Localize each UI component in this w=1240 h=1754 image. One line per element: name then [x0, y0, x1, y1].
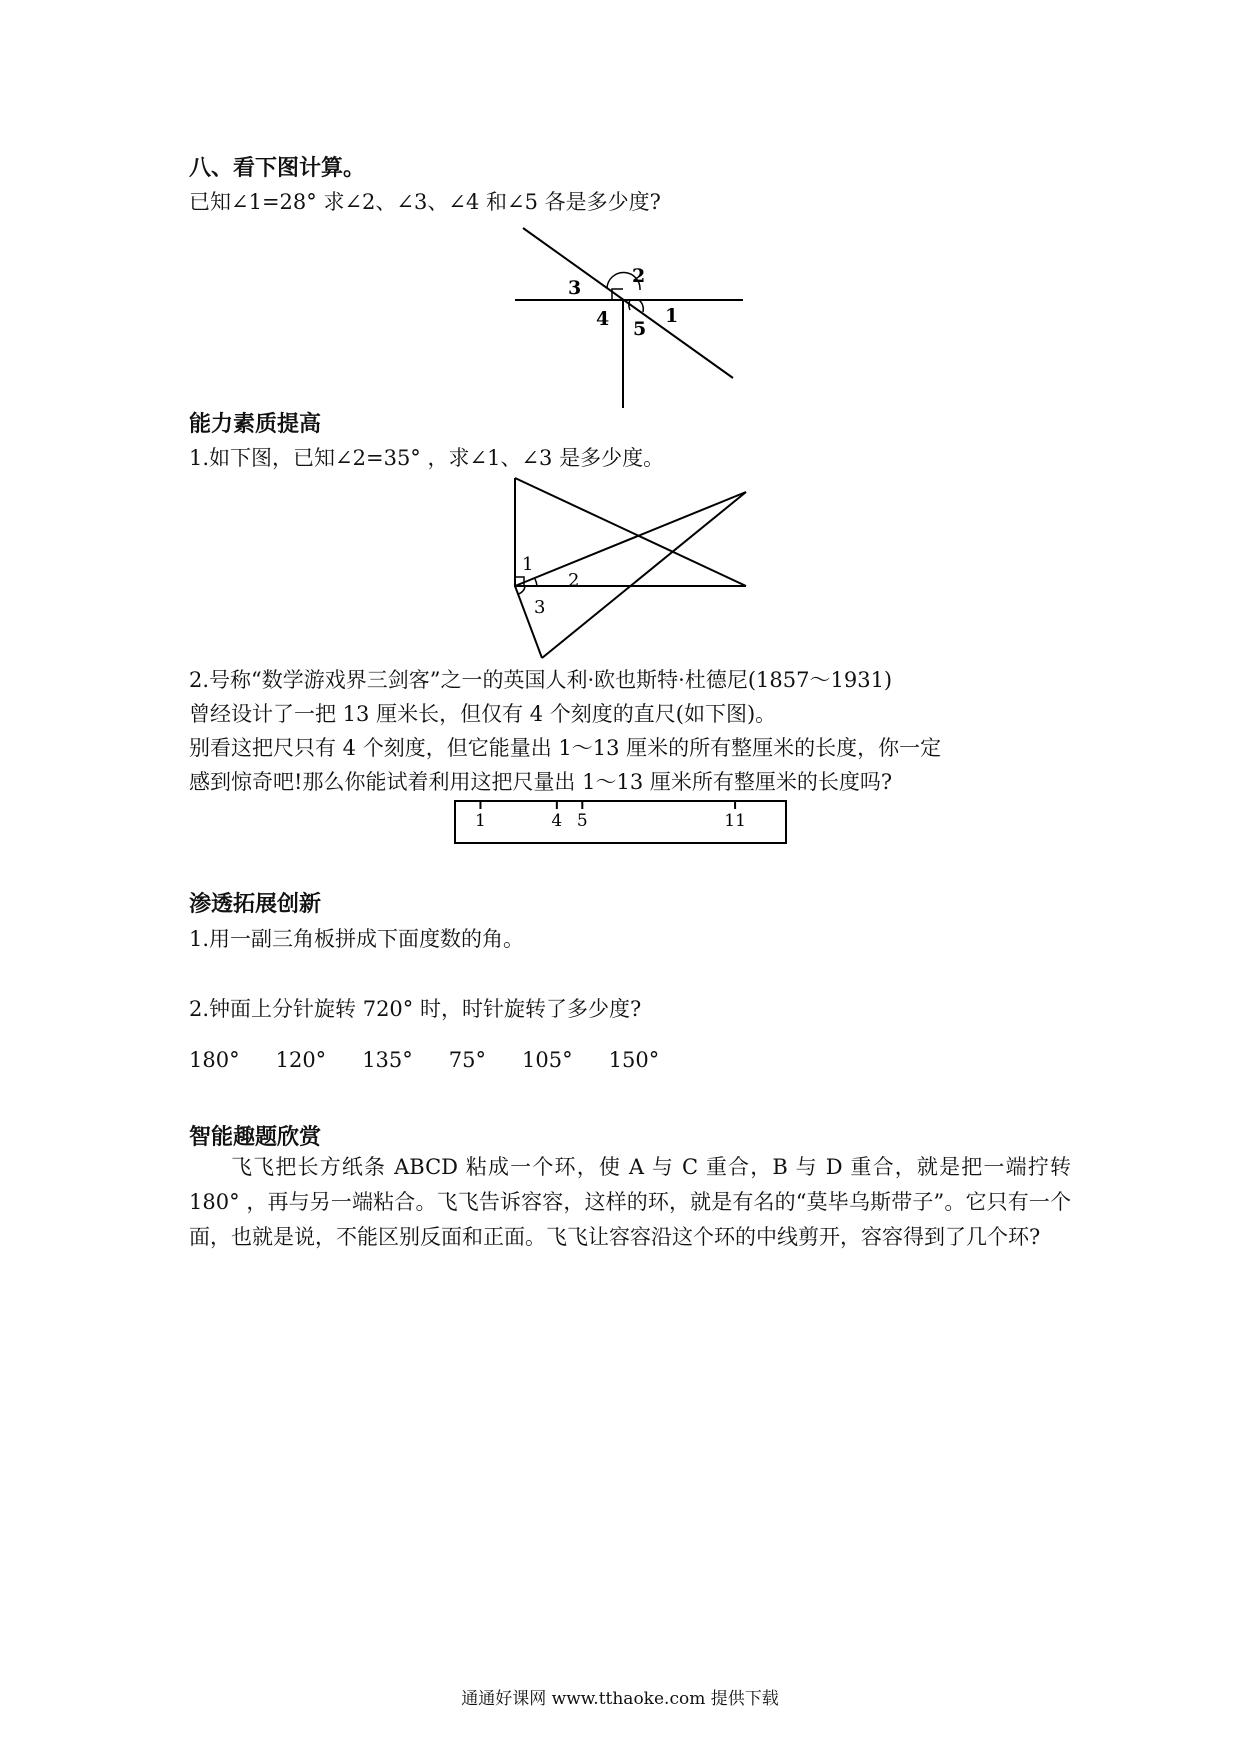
section8-question: 已知∠1=28° 求∠2、∠3、∠4 和∠5 各是多少度? [189, 190, 661, 214]
ability-question-1: 1.如下图，已知∠2=35° ，求∠1、∠3 是多少度。 [189, 446, 665, 470]
extension-heading: 渗透拓展创新 [189, 892, 322, 917]
ability-heading: 能力素质提高 [189, 412, 322, 437]
ruler-tick-label: 5 [576, 811, 588, 831]
ability-question-2-line-2: 曾经设计了一把 13 厘米长，但仅有 4 个刻度的直尺(如下图)。 [189, 702, 777, 726]
angle-list [189, 1050, 695, 1071]
triangles-figure [500, 474, 760, 674]
diagonal-line [523, 228, 733, 378]
section8-heading: 八、看下图计算。 [189, 156, 366, 181]
angle-label-5: 5 [633, 318, 647, 340]
angle-label-3: 3 [568, 277, 582, 299]
ability-question-2-line-1: 2.号称“数学游戏界三剑客”之一的英国人利·欧也斯特·杜德尼(1857～1931) [189, 668, 893, 692]
ruler-tick-label: 11 [724, 811, 746, 831]
angle-label-3: 3 [534, 597, 546, 618]
extension-question-1: 1.用一副三角板拼成下面度数的角。 [189, 927, 525, 951]
angle-label-1: 1 [665, 305, 679, 327]
angle-item: 180° [189, 1048, 240, 1072]
angle-label-2: 2 [632, 265, 646, 287]
angle-item: 150° [608, 1048, 660, 1072]
angle-item: 120° [275, 1048, 327, 1072]
right-triangle-hypotenuse [515, 478, 746, 586]
angle-arc-2 [535, 579, 537, 586]
angle-label-2: 2 [568, 570, 580, 591]
ability-question-2-line-4: 感到惊奇吧!那么你能试着利用这把尺量出 1～13 厘米所有整厘米的长度吗? [189, 770, 893, 794]
footer: 通通好课网 www.tthaoke.com 提供下载 [461, 1689, 779, 1709]
second-triangle-side [515, 492, 746, 586]
ruler-figure [452, 798, 792, 848]
fun-paragraph: 飞飞把长方纸条 ABCD 粘成一个环，使 A 与 C 重合，B 与 D 重合，就是把一端拧转 180° ，再与另一端粘合。飞飞告诉容容，这样的环，就是有名的“莫毕乌斯带子”。它只有一个面，也就是说，不能区别反面和正面。飞飞让容容沿这个环的中线剪开，容容得到了几个环? [189, 1155, 1071, 1249]
angle-item: 105° [522, 1048, 573, 1072]
ruler-tick-label: 4 [551, 811, 563, 831]
ability-question-2-line-3: 别看这把尺只有 4 个刻度，但它能量出 1～13 厘米的所有整厘米的长度，你一定 [189, 736, 942, 760]
angle-label-4: 4 [596, 308, 610, 330]
extension-question-2: 2.钟面上分针旋转 720° 时，时针旋转了多少度? [189, 997, 642, 1021]
ruler-tick-label: 1 [475, 811, 486, 831]
fun-heading: 智能趣题欣赏 [189, 1125, 322, 1150]
angle-arc-3 [518, 586, 525, 594]
intersecting-lines-figure [500, 222, 760, 412]
angle-item: 135° [362, 1048, 413, 1072]
angle-label-1: 1 [522, 554, 534, 575]
angle-item: 75° [448, 1048, 487, 1072]
